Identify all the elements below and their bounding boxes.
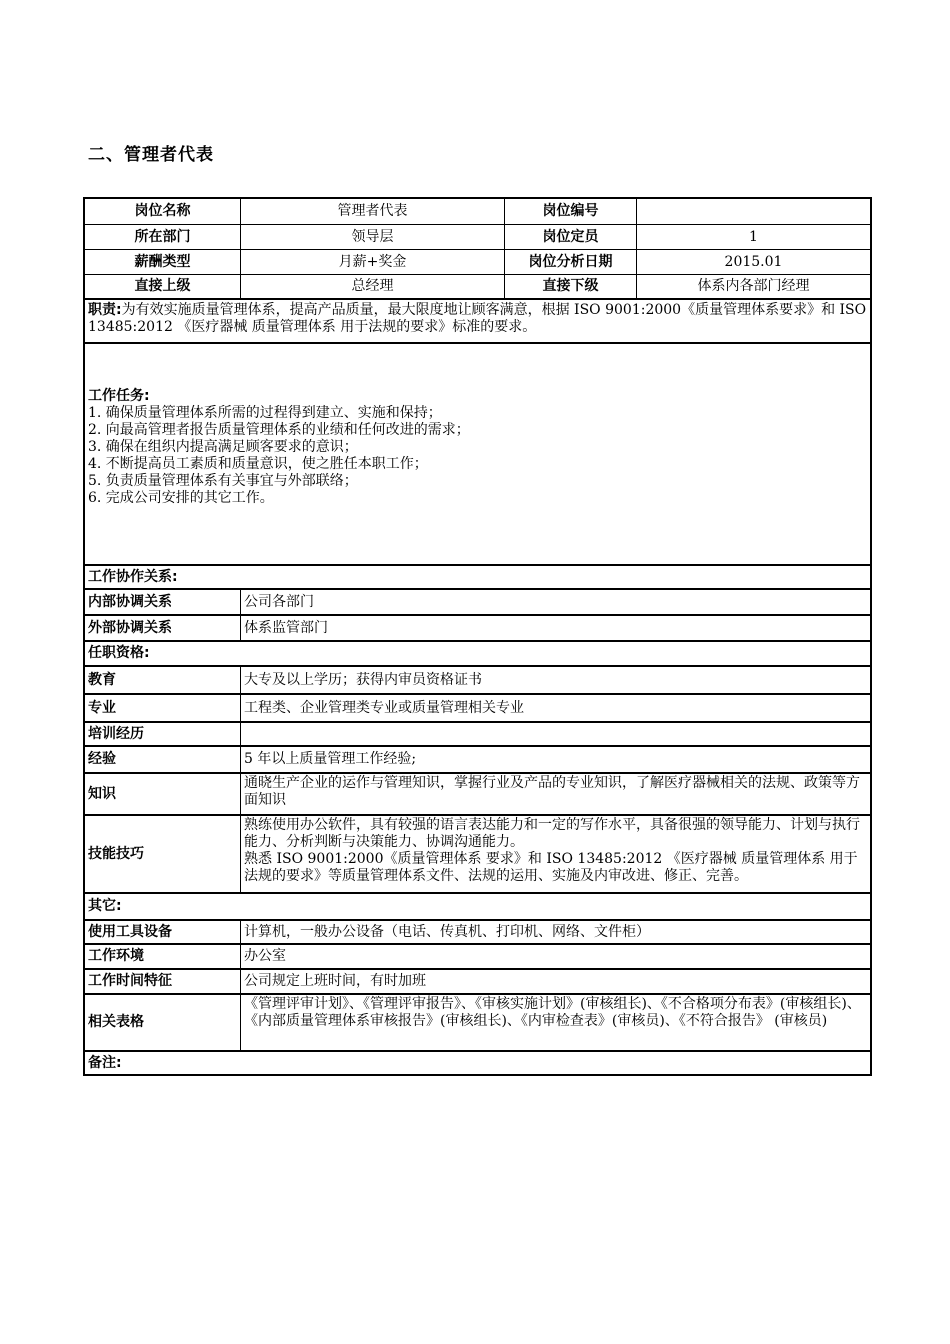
env-row [85, 943, 870, 968]
other-label: 其它: [88, 898, 122, 914]
task-item: 5. 负责质量管理体系有关事宜与外部联络； [88, 473, 358, 489]
headcount-value: 1 [636, 225, 870, 249]
env-label: 工作环境 [88, 948, 144, 964]
skills-text-2: 熟悉 ISO 9001:2000《质量管理体系 要求》和 ISO 13485:2012 《医疗器械 质量管理体系 用于法规的要求》等质量管理体系文件、法规的运用、实施及内审改进、修正、完善。 [244, 851, 858, 884]
time-value: 公司规定上班时间，有时加班 [240, 970, 870, 993]
task-item: 3. 确保在组织内提高满足顾客要求的意识； [88, 439, 358, 455]
education-value: 大专及以上学历；获得内审员资格证书 [240, 667, 870, 693]
salary-label: 薪酬类型 [134, 253, 191, 270]
duty-cell [85, 300, 870, 342]
task-item: 1. 确保质量管理体系所需的过程得到建立、实施和保持； [88, 405, 442, 421]
header-row-4 [85, 274, 870, 298]
subordinate-value: 体系内各部门经理 [636, 275, 870, 298]
tools-row [85, 919, 870, 943]
cooperation-heading-row [85, 564, 870, 588]
qualification-heading-row [85, 640, 870, 665]
internal-value: 公司各部门 [240, 590, 870, 614]
major-row [85, 693, 870, 721]
post-no-label: 岗位编号 [504, 199, 636, 224]
qualification-label: 任职资格: [88, 645, 150, 661]
education-label: 教育 [88, 671, 116, 688]
task-item: 2. 向最高管理者报告质量管理体系的业绩和任何改进的需求； [88, 422, 470, 438]
knowledge-value: 通晓生产企业的运作与管理知识，掌握行业及产品的专业知识，了解医疗器械相关的法规、政策等方面知识 [240, 774, 870, 814]
section-title: 二、管理者代表 [88, 145, 214, 165]
duty-label: 职责: [88, 302, 122, 318]
post-no-value [636, 199, 870, 224]
time-label: 工作时间特征 [88, 973, 172, 989]
job-description-table [83, 197, 872, 1076]
task-item: 4. 不断提高员工素质和质量意识，使之胜任本职工作； [88, 456, 428, 472]
headcount-label: 岗位定员 [504, 225, 636, 249]
duty-text: 为有效实施质量管理体系，提高产品质量，最大限度地让顾客满意，根据 ISO 9001:2000《质量管理体系要求》和 ISO 13485:2012 《医疗器械 质量管理体系 用于法规的要求》标准的要求。 [88, 302, 867, 335]
superior-label: 直接上级 [134, 278, 191, 294]
education-row [85, 665, 870, 693]
forms-label: 相关表格 [88, 1014, 144, 1030]
cooperation-label: 工作协作关系: [88, 568, 178, 585]
task-item: 6. 完成公司安排的其它工作。 [88, 490, 274, 506]
external-label: 外部协调关系 [88, 619, 172, 636]
dept-label: 所在部门 [134, 228, 191, 245]
skills-text-1: 熟练使用办公软件，具有较强的语言表达能力和一定的写作水平，具备很强的领导能力、计划与执行能力、分析判断与决策能力、协调沟通能力。 [244, 817, 860, 850]
tools-value: 计算机，一般办公设备（电话、传真机、打印机、网络、文件柜） [240, 921, 870, 943]
post-name-value: 管理者代表 [240, 199, 504, 224]
env-value: 办公室 [240, 945, 870, 968]
duty-row [85, 298, 870, 342]
major-label: 专业 [88, 699, 116, 716]
internal-row [85, 588, 870, 614]
training-value [240, 723, 870, 745]
skills-label: 技能技巧 [88, 845, 144, 862]
knowledge-label: 知识 [88, 785, 116, 802]
header-row-2 [85, 224, 870, 249]
forms-value: 《管理评审计划》、《管理评审报告》、《审核实施计划》(审核组长)、《不合格项分布表》(审核组长)、《内部质量管理体系审核报告》(审核组长)、《内审检查表》(审核员)、《不符合报告》 (审核员) [240, 995, 870, 1050]
post-name-label: 岗位名称 [134, 203, 191, 219]
analysis-date-value: 2015.01 [636, 250, 870, 274]
skills-cell [240, 816, 870, 892]
analysis-date-label: 岗位分析日期 [504, 250, 636, 274]
dept-value: 领导层 [240, 225, 504, 249]
superior-value: 总经理 [240, 275, 504, 298]
tools-label: 使用工具设备 [88, 923, 172, 940]
external-row [85, 614, 870, 640]
subordinate-label: 直接下级 [504, 275, 636, 298]
header-row-1 [85, 199, 870, 224]
remarks-row [85, 1050, 870, 1074]
salary-value: 月薪+奖金 [240, 250, 504, 274]
internal-label: 内部协调关系 [88, 593, 172, 610]
forms-row [85, 993, 870, 1050]
time-row [85, 968, 870, 993]
experience-row [85, 745, 870, 772]
tasks-row [85, 342, 870, 564]
training-row [85, 721, 870, 745]
external-value: 体系监管部门 [240, 616, 870, 640]
experience-label: 经验 [88, 751, 116, 767]
knowledge-row [85, 772, 870, 814]
other-heading-row [85, 892, 870, 919]
tasks-cell [85, 344, 870, 564]
training-label: 培训经历 [88, 725, 144, 742]
tasks-label: 工作任务: [88, 388, 150, 404]
header-row-3 [85, 249, 870, 274]
experience-value: 5 年以上质量管理工作经验; [240, 747, 870, 772]
skills-row [85, 814, 870, 892]
remarks-label: 备注: [88, 1054, 122, 1071]
major-value: 工程类、企业管理类专业或质量管理相关专业 [240, 695, 870, 721]
